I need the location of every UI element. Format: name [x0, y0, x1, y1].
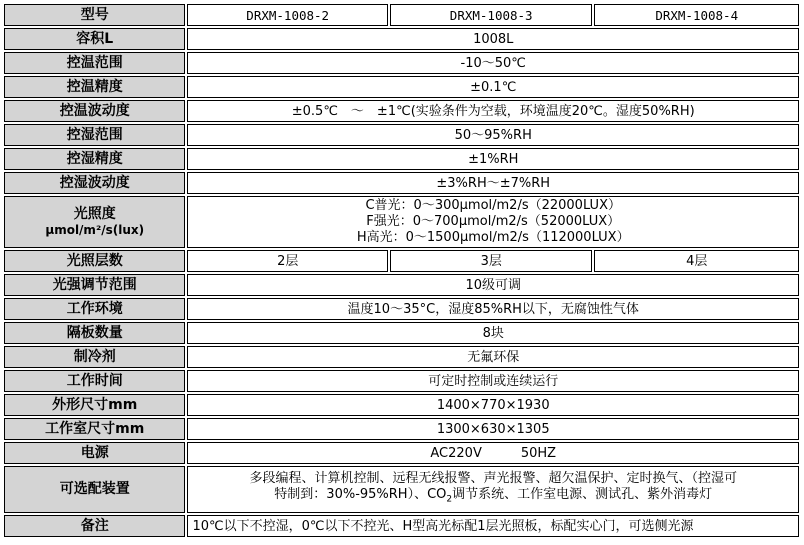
row-model — [4, 4, 799, 26]
row-work-time — [4, 370, 799, 392]
refrigerant-value: 无氟环保 — [187, 346, 799, 368]
row-environment — [4, 298, 799, 320]
remarks-value: 10℃以下不控湿，0℃以下不控光、H型高光标配1层光照板，标配实心门，可选侧光源 — [187, 515, 799, 537]
model-label: 型号 — [4, 4, 185, 26]
power-label: 电源 — [4, 442, 185, 464]
chamber-size-label: 工作室尺寸mm — [4, 418, 185, 440]
row-volume — [4, 28, 799, 50]
outer-size-label: 外形尺寸mm — [4, 394, 185, 416]
row-humidity-precision — [4, 148, 799, 170]
humidity-range-value: 50～95%RH — [187, 124, 799, 146]
temp-range-value: -10～50℃ — [187, 52, 799, 74]
model-value-2: DRXM-1008-3 — [390, 4, 593, 26]
options-label: 可选配装置 — [4, 466, 185, 513]
temp-precision-value: ±0.1℃ — [187, 76, 799, 98]
light-layers-label: 光照层数 — [4, 250, 185, 272]
row-light-adjust — [4, 274, 799, 296]
shelves-label: 隔板数量 — [4, 322, 185, 344]
light-layers-value-2: 3层 — [390, 250, 593, 272]
row-humidity-range — [4, 124, 799, 146]
work-time-value: 可定时控制或连续运行 — [187, 370, 799, 392]
row-options — [4, 466, 799, 513]
light-layers-value-1: 2层 — [187, 250, 388, 272]
shelves-value: 8块 — [187, 322, 799, 344]
illuminance-line-f: F强光：0～700μmol/m2/s（52000LUX） — [366, 214, 621, 229]
humidity-precision-label: 控湿精度 — [4, 148, 185, 170]
row-outer-size — [4, 394, 799, 416]
row-remarks — [4, 515, 799, 537]
power-value: AC220V 50HZ — [187, 442, 799, 464]
row-temp-precision — [4, 76, 799, 98]
spec-table — [2, 2, 801, 539]
humidity-fluctuation-value: ±3%RH～±7%RH — [187, 172, 799, 194]
row-temp-fluctuation — [4, 100, 799, 122]
illuminance-line-h: H高光：0～1500μmol/m2/s（112000LUX） — [356, 230, 630, 245]
illuminance-label-line2: μmol/m²/s(lux) — [45, 223, 145, 237]
environment-label: 工作环境 — [4, 298, 185, 320]
refrigerant-label: 制冷剂 — [4, 346, 185, 368]
options-line-2-sub: 2 — [446, 494, 453, 505]
outer-size-value: 1400×770×1930 — [187, 394, 799, 416]
options-line-2-post: 调节系统、工作室电源、测试孔、紫外消毒灯 — [452, 487, 713, 503]
light-layers-value-3: 4层 — [594, 250, 799, 272]
options-value — [187, 466, 799, 513]
temp-fluctuation-label: 控温波动度 — [4, 100, 185, 122]
illuminance-value — [187, 196, 799, 248]
row-refrigerant — [4, 346, 799, 368]
volume-label: 容积L — [4, 28, 185, 50]
row-power — [4, 442, 799, 464]
temp-fluctuation-value: ±0.5℃ ～ ±1℃(实验条件为空载，环境温度20℃。湿度50%RH) — [187, 100, 799, 122]
options-line-2-pre: 特制到：30%-95%RH）、CO — [274, 487, 447, 503]
illuminance-label-line1: 光照度 — [73, 206, 116, 222]
model-value-1: DRXM-1008-2 — [187, 4, 388, 26]
temp-precision-label: 控温精度 — [4, 76, 185, 98]
remarks-label: 备注 — [4, 515, 185, 537]
temp-range-label: 控温范围 — [4, 52, 185, 74]
row-humidity-fluctuation — [4, 172, 799, 194]
humidity-fluctuation-label: 控湿波动度 — [4, 172, 185, 194]
options-line-2 — [190, 487, 796, 508]
chamber-size-value: 1300×630×1305 — [187, 418, 799, 440]
row-illuminance — [4, 196, 799, 248]
humidity-precision-value: ±1%RH — [187, 148, 799, 170]
model-value-3: DRXM-1008-4 — [594, 4, 799, 26]
row-light-layers — [4, 250, 799, 272]
humidity-range-label: 控湿范围 — [4, 124, 185, 146]
row-temp-range — [4, 52, 799, 74]
row-chamber-size — [4, 418, 799, 440]
illuminance-label — [4, 196, 185, 248]
light-adjust-value: 10级可调 — [187, 274, 799, 296]
illuminance-line-c: C普光：0～300μmol/m2/s（22000LUX） — [365, 198, 621, 213]
light-adjust-label: 光强调节范围 — [4, 274, 185, 296]
volume-value: 1008L — [187, 28, 799, 50]
row-shelves — [4, 322, 799, 344]
work-time-label: 工作时间 — [4, 370, 185, 392]
environment-value: 温度10～35°C，湿度85%RH以下，无腐蚀性气体 — [187, 298, 799, 320]
options-line-1: 多段编程、计算机控制、远程无线报警、声光报警、超欠温保护、定时换气、（控湿可 — [249, 471, 737, 487]
